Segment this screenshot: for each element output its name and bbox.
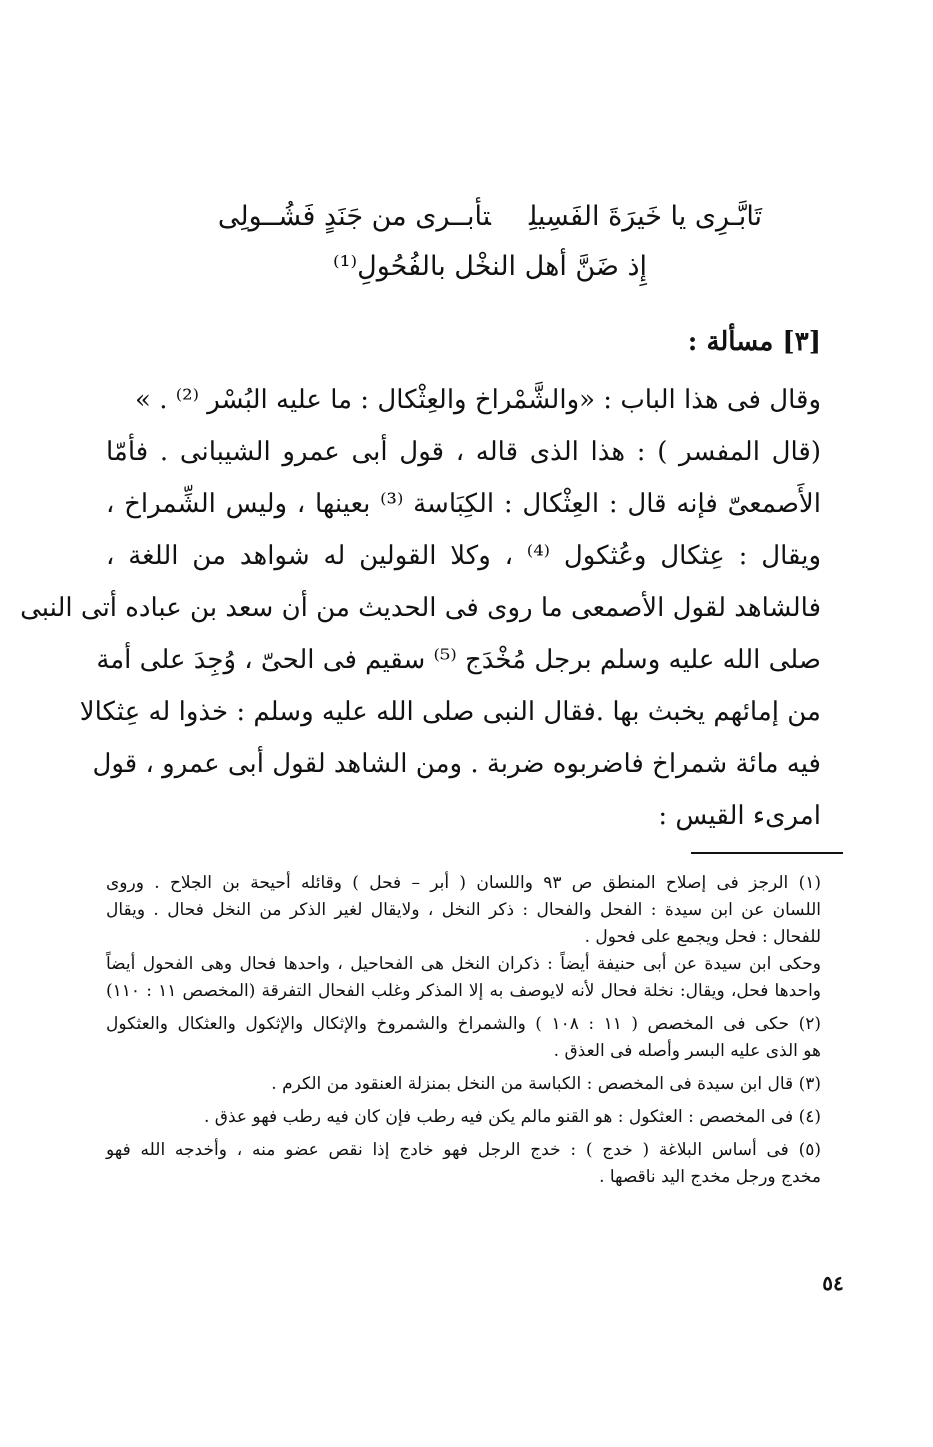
footnote-1-line: للفحال : فحل ويجمع على فحول .	[584, 927, 821, 947]
footnote-4: (٤) فى المخصص : العثكول : هو القنو مالم يكن فيه رطب فإن كان فيه رطب فهو عذق .	[203, 1107, 821, 1127]
verse-hemistich-right: تَابَّـرِى يا خَيرَةَ الفَسِيلِ	[528, 201, 763, 232]
footnote-3: (٣) قال ابن سيدة فى المخصص : الكباسة من النخل بمنزلة العنقود من الكرم .	[271, 1074, 821, 1094]
footnote-1-line: واحدها فحل، ويقال: نخلة فحال لأنه لايوصف به إلا المذكر وغلب الفحال التفرقة (المخصص ١١ : ١١٠)	[106, 981, 821, 1001]
verse-line-2: إِذ ضَنَّ أهل النخْل بالفُحُولِ⁽¹⁾	[333, 251, 647, 282]
footnote-2-line: (٢) حكى فى المخصص ( ١١ : ١٠٨ ) والشمراخ والشمروخ والإثكال والإثكول والعثكال والعثكول	[106, 1014, 821, 1034]
text-line: فيه مائة شمراخ فاضربوه ضربة . ومن الشاهد لقول أبى عمرو ، قول	[92, 749, 821, 779]
verse-hemistich-left: تأبــرى من جَنَدٍ فَشُــولِى	[217, 201, 491, 232]
poem-verse	[150, 192, 830, 292]
text-line: الأَصمعىّ فإنه قال : العِثْكال : الكِبَاسة ⁽³⁾ بعينها ، وليس الشِّمراخ ،	[106, 489, 821, 519]
text-line: ويقال : عِثكال وعُثكول ⁽⁴⁾ ، وكلا القولين له شواهد من اللغة ،	[106, 541, 822, 571]
footnote-5-line: مخدج ورجل مخدج اليد ناقصها .	[599, 1167, 821, 1187]
footnote-1-line: (١) الرجز فى إصلاح المنطق ص ٩٣ واللسان ( أبر – فحل ) وقائله أحيحة بن الجلاح . وروى	[106, 873, 821, 893]
verse-line-1	[150, 192, 830, 242]
footnote-1-line: وحكى ابن سيدة عن أبى حنيفة أيضاً : ذكران النخل هى الفحاحيل ، واحدها فحال وهى الفحول أيضاً	[106, 954, 821, 974]
footnote-divider	[691, 852, 843, 854]
footnote-1-line: اللسان عن ابن سيدة : الفحل والفحال : ذكر النخل ، ولايقال لغير الذكر من النخل فحال . ويقال	[106, 900, 821, 920]
page-number: ٥٤	[822, 1271, 844, 1295]
footnotes	[106, 870, 821, 1191]
section-heading: [٣] مسألة :	[687, 327, 821, 357]
text-line: من إمائهم يخبث بها .فقال النبى صلى الله عليه وسلم : خذوا له عِثكالا	[79, 697, 821, 727]
text-line: وقال فى هذا الباب : «والشَّمْراخ والعِثْكال : ما عليه البُسْر ⁽²⁾ . »	[135, 385, 821, 415]
text-line: فالشاهد لقول الأصمعى ما روى فى الحديث من أن سعد بن عباده أتى النبى	[20, 593, 821, 623]
text-line: امرىء القيس :	[658, 801, 821, 831]
main-text	[20, 322, 822, 842]
spacer	[106, 362, 821, 374]
text-line: (قال المفسر ) : هذا الذى قاله ، قول أبى عمرو الشيبانى . فأمّا	[106, 437, 821, 467]
footnote-5-line: (٥) فى أساس البلاغة ( خدج ) : خدج الرجل فهو خادج إذا نقص عضو منه ، وأخدجه الله فهو	[106, 1140, 821, 1160]
text-line: صلى الله عليه وسلم برجل مُخْدَج ⁽⁵⁾ سقيم فى الحىّ ، وُجِدَ على أمة	[96, 645, 821, 675]
footnote-2-line: هو الذى عليه البسر وأصله فى العذق .	[553, 1041, 821, 1061]
